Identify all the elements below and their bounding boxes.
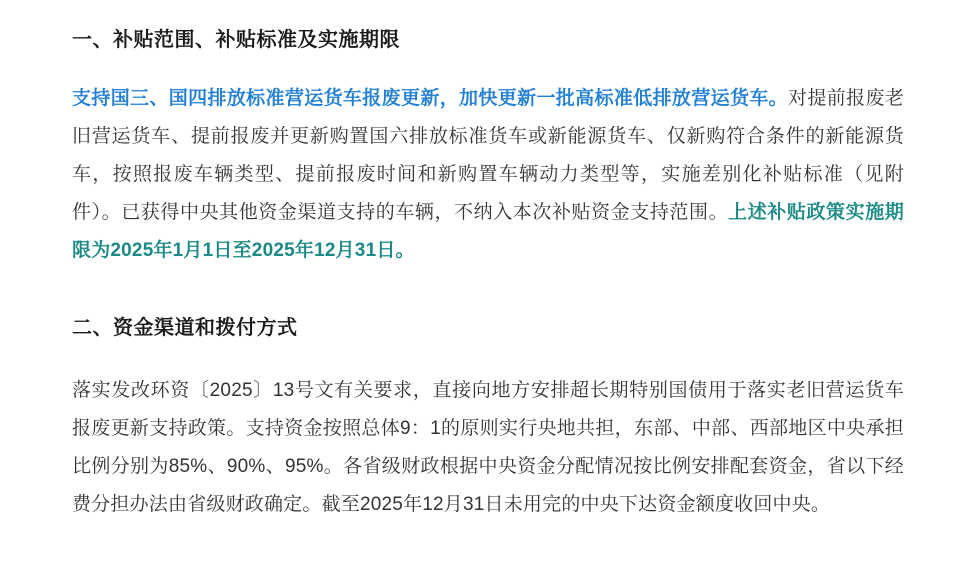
section-heading-2: 二、资金渠道和拨付方式	[72, 317, 298, 339]
section-paragraph-2	[72, 372, 904, 524]
paragraph-run-highlight-blue: 支持国三、国四排放标准营运货车报废更新，加快更新一批高标准低排放营运货车。	[72, 88, 789, 109]
paragraph-run-normal: 对提前报废老旧营运货车、提前报废并更新购置国六排放标准货车或新能源货车、仅新购符合条件的新能源货车，按照报废车辆类型、提前报废时间和新购置车辆动力类型等，实施差别化补贴标准（见附件）。已获得中央其他资金渠道支持的车辆，不纳入本次补贴资金支持范围。	[72, 88, 905, 223]
section-heading-1: 一、补贴范围、补贴标准及实施期限	[72, 29, 400, 51]
paragraph-run-highlight-teal: 上述补贴政策实施期限为2025年1月1日至2025年12月31日。	[72, 202, 904, 261]
paragraph-run-normal-2: 落实发改环资〔2025〕13号文有关要求，直接向地方安排超长期特别国债用于落实老旧营运货车报废更新支持政策。支持资金按照总体9：1的原则实行央地共担，东部、中部、西部地区中央承担比例分别为85%、90%、95%。各省级财政根据中央资金分配情况按比例安排配套资金，省以下经费分担办法由省级财政确定。截至2025年12月31日未用完的中央下达资金额度收回中央。	[72, 380, 904, 515]
section-paragraph-1	[72, 80, 904, 270]
